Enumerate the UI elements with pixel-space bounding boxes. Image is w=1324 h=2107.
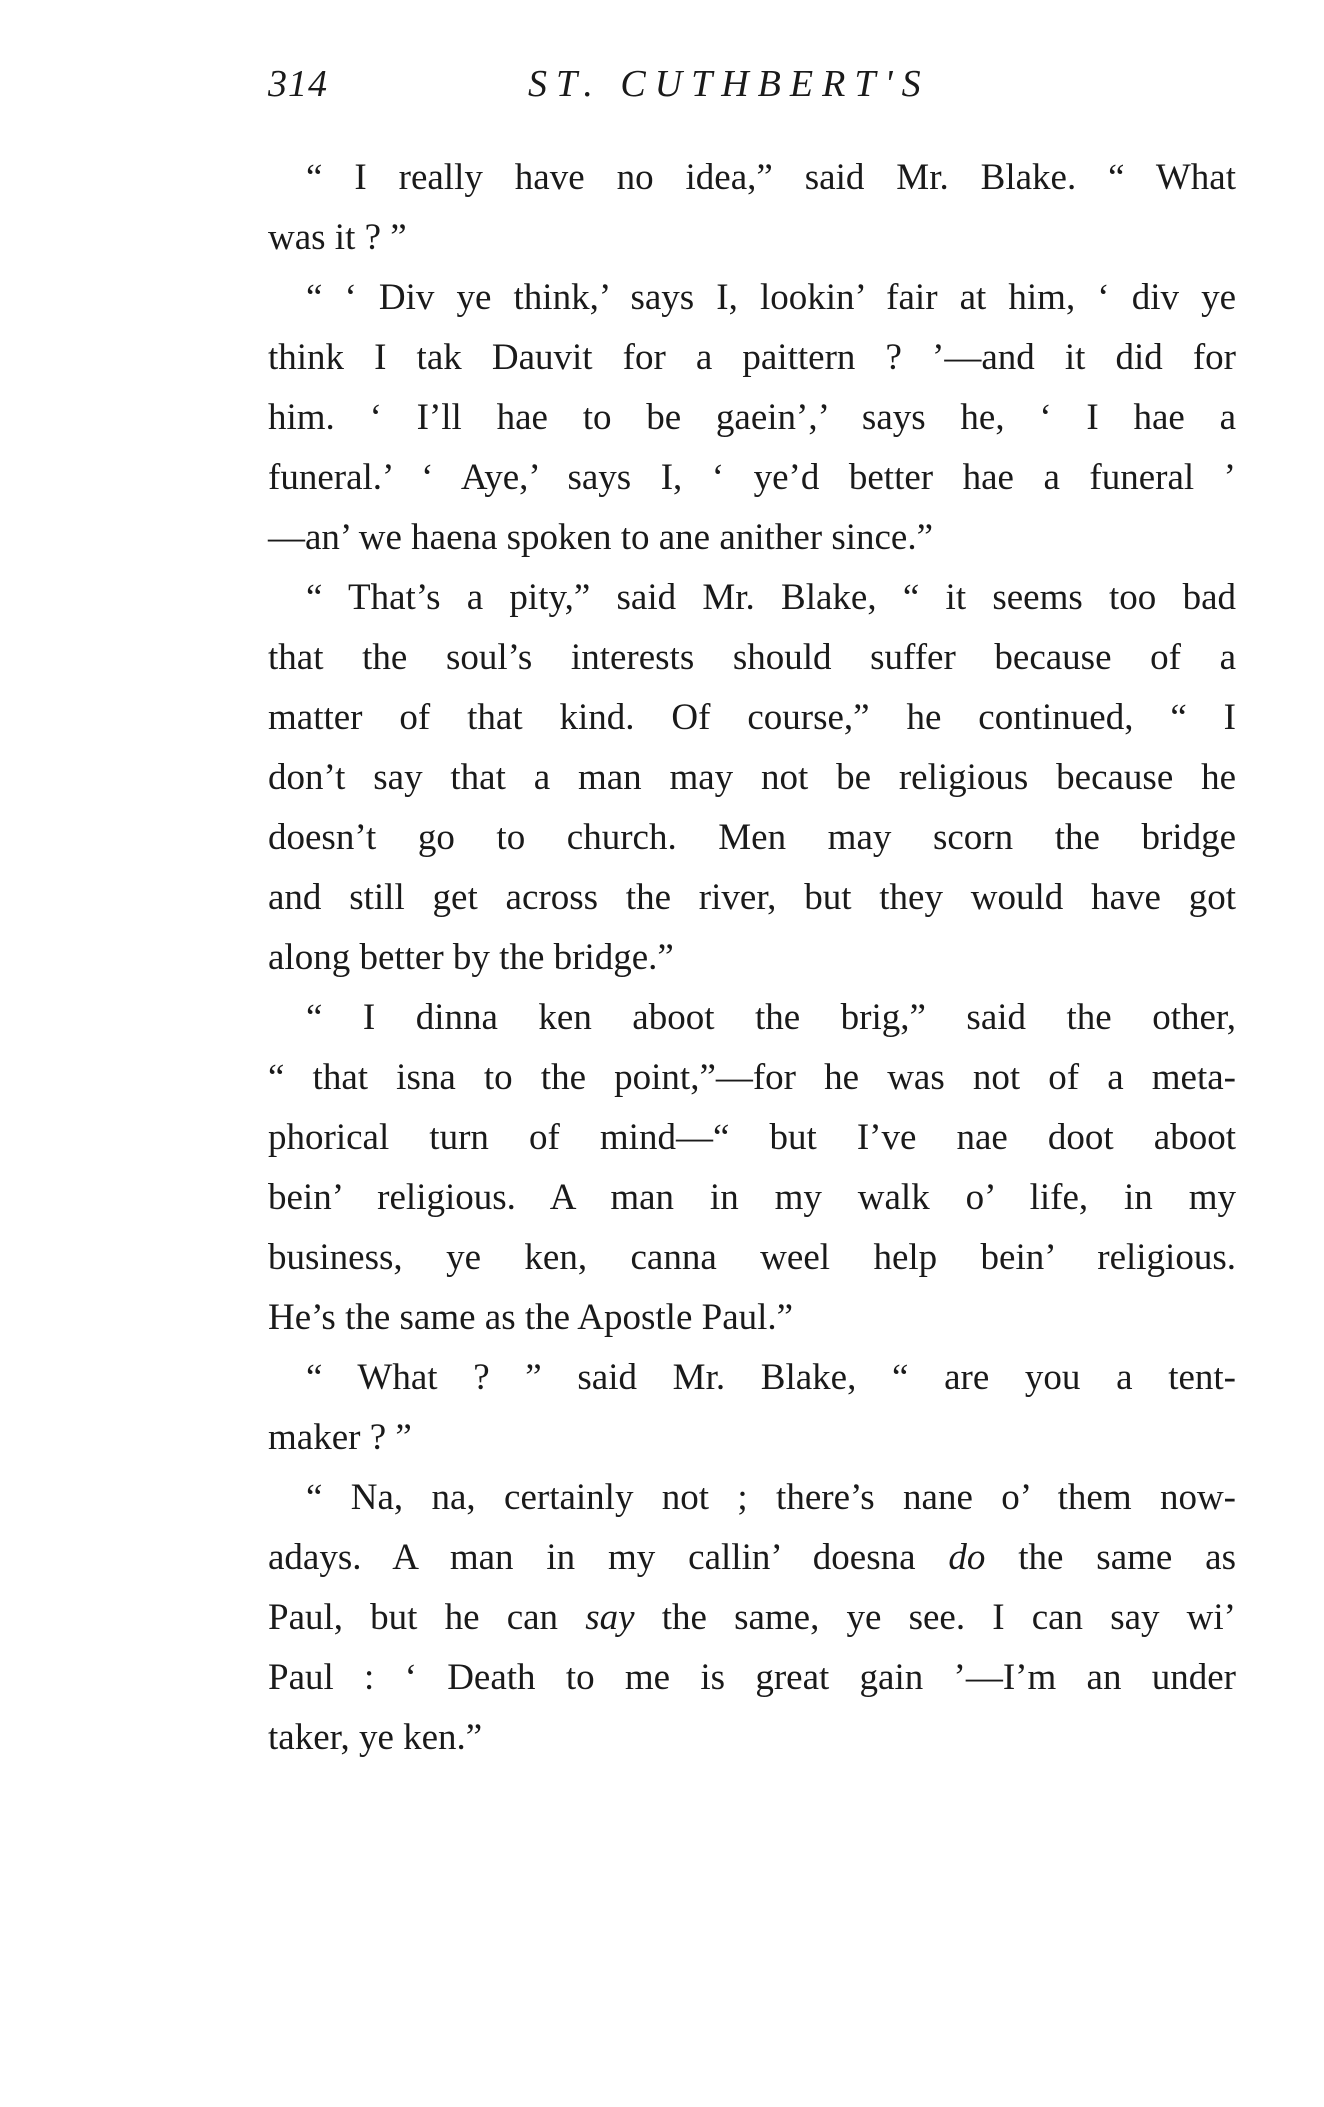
- text-line: “ What ? ” said Mr. Blake, “ are you a tent-: [306, 1357, 1236, 1398]
- text-segment: Paul : ‘ Death to me is great gain ’—I’m an under: [268, 1657, 1236, 1698]
- paragraph: [268, 268, 1236, 568]
- running-head: ST. CUTHBERT'S: [528, 63, 930, 105]
- text-line: along better by the bridge.”: [268, 937, 674, 978]
- text-line: “ I really have no idea,” said Mr. Blake. “ What: [306, 157, 1236, 198]
- text-line: “ That’s a pity,” said Mr. Blake, “ it seems too bad: [306, 577, 1236, 618]
- text-line: [268, 1528, 1236, 1588]
- paragraph: [268, 1348, 1236, 1468]
- page-number: 314: [268, 63, 328, 105]
- paragraph: [268, 988, 1236, 1348]
- text-line: business, ye ken, canna weel help bein’ religious.: [268, 1237, 1236, 1278]
- italic-word: do: [948, 1537, 986, 1578]
- text-line: phorical turn of mind—“ but I’ve nae doot aboot: [268, 1117, 1236, 1158]
- text-line: [268, 1648, 1236, 1708]
- text-segment: the same as: [985, 1537, 1237, 1578]
- text-segment: the same, ye see. I can say wi’: [634, 1597, 1237, 1638]
- text-line: think I tak Dauvit for a paittern ? ’—and it did for: [268, 337, 1236, 378]
- text-line: —an’ we haena spoken to ane anither since.”: [268, 517, 934, 558]
- text-line: He’s the same as the Apostle Paul.”: [268, 1297, 794, 1338]
- text-line: that the soul’s interests should suffer because of a: [268, 637, 1236, 678]
- text-line: funeral.’ ‘ Aye,’ says I, ‘ ye’d better hae a funeral ’: [268, 457, 1236, 498]
- text-line: him. ‘ I’ll hae to be gaein’,’ says he, ‘ I hae a: [268, 397, 1236, 438]
- text-line: “ I dinna ken aboot the brig,” said the other,: [306, 997, 1236, 1038]
- text-line: “ ‘ Div ye think,’ says I, lookin’ fair at him, ‘ div ye: [306, 277, 1236, 318]
- page-header: [268, 62, 1236, 122]
- text-line: “ that isna to the point,”—for he was not of a meta-: [268, 1057, 1236, 1098]
- text-line: [268, 1468, 1236, 1528]
- paragraph: [268, 1468, 1236, 1768]
- text-segment: “ Na, na, certainly not ; there’s nane o’ them now-: [306, 1477, 1236, 1518]
- text-line: [268, 1708, 1236, 1768]
- text-line: doesn’t go to church. Men may scorn the bridge: [268, 817, 1236, 858]
- italic-word: say: [585, 1597, 635, 1638]
- text-line: don’t say that a man may not be religious because he: [268, 757, 1236, 798]
- text-line: and still get across the river, but they would have got: [268, 877, 1236, 918]
- paragraph: [268, 148, 1236, 268]
- text-line: [268, 1588, 1236, 1648]
- text-line: matter of that kind. Of course,” he continued, “ I: [268, 697, 1236, 738]
- text-segment: taker, ye ken.”: [268, 1717, 483, 1758]
- text-segment: Paul, but he can: [268, 1597, 586, 1638]
- text-segment: adays. A man in my callin’ doesna: [268, 1537, 949, 1578]
- body-text: [268, 148, 1236, 1768]
- text-line: maker ? ”: [268, 1417, 412, 1458]
- paragraph: [268, 568, 1236, 988]
- text-line: bein’ religious. A man in my walk o’ life, in my: [268, 1177, 1236, 1218]
- text-line: was it ? ”: [268, 217, 407, 258]
